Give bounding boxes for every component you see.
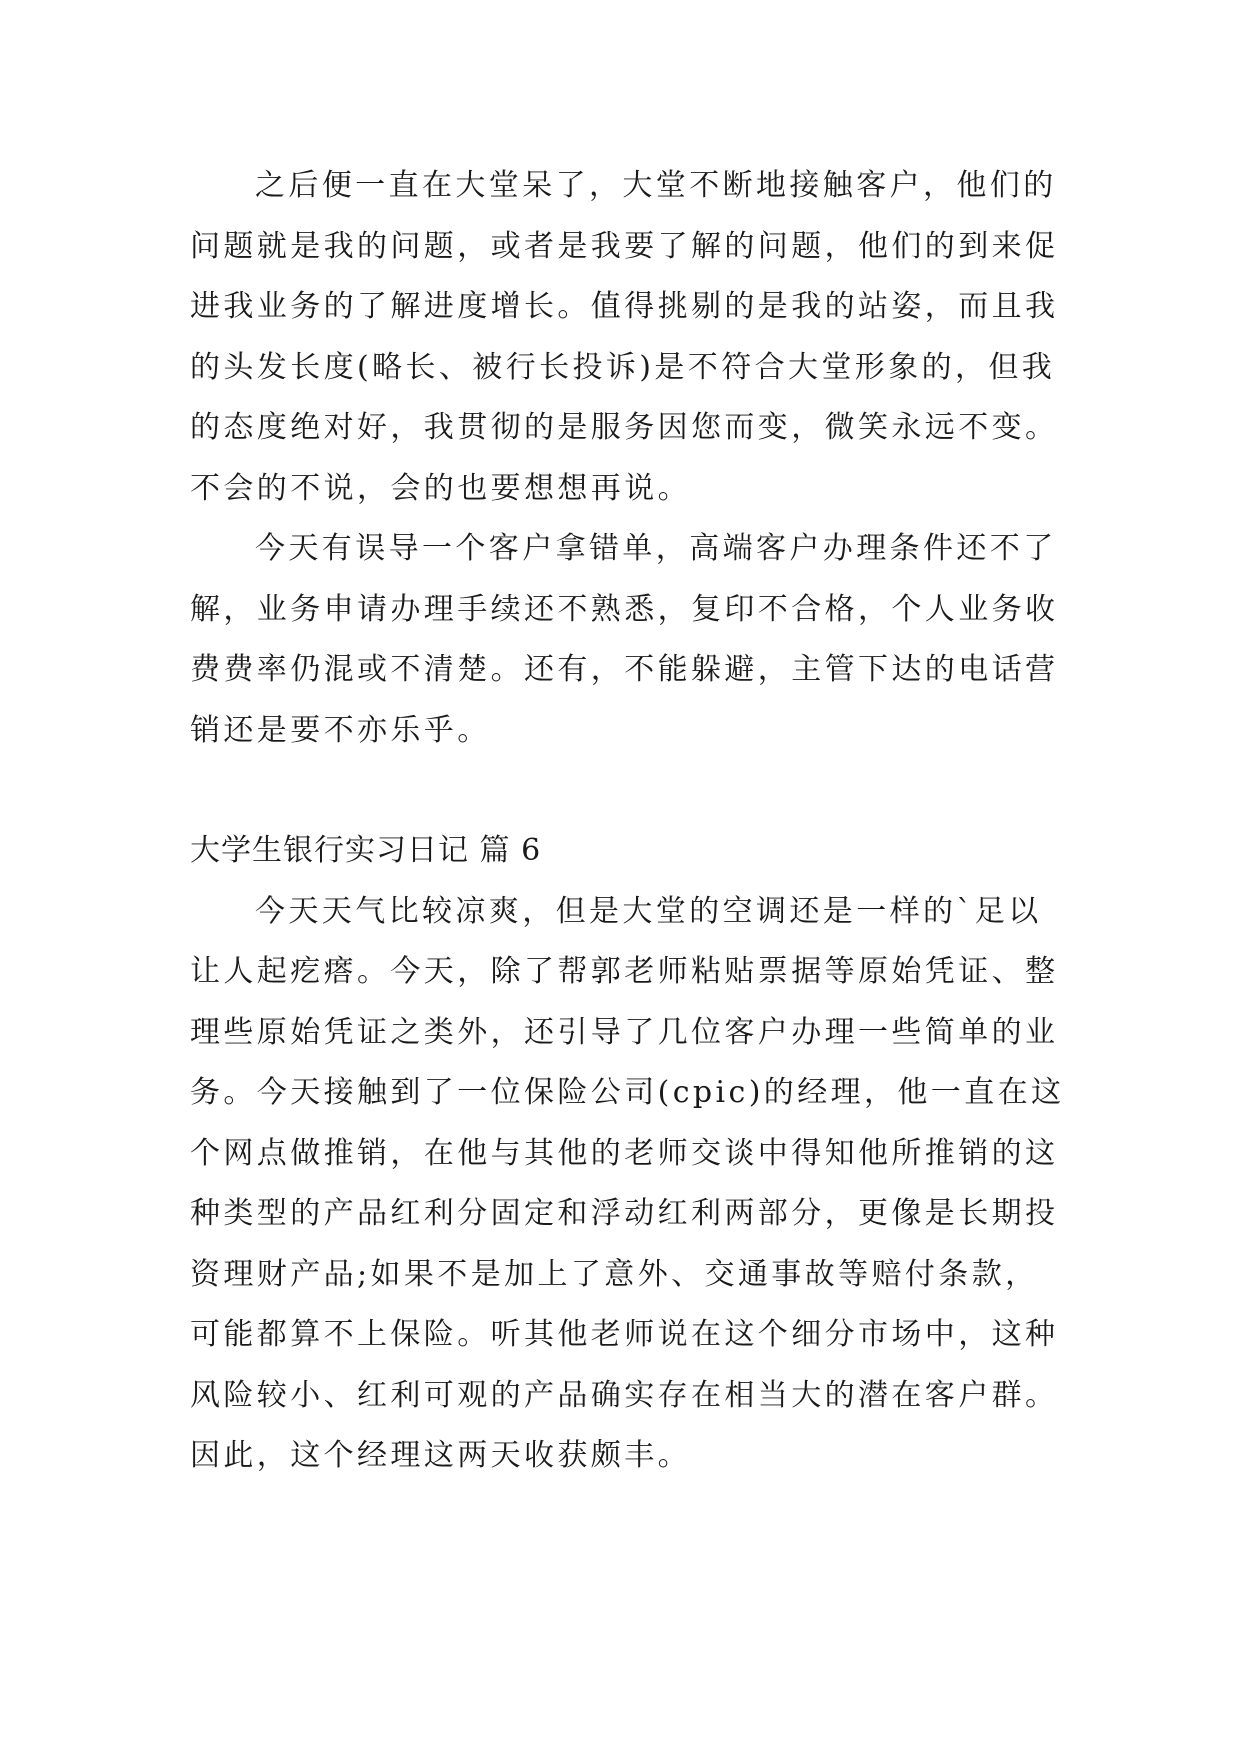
text-line: 理些原始凭证之类外，还引导了几位客户办理一些简单的业 <box>190 1014 1059 1050</box>
text-line: 进我业务的了解进度增长。值得挑剔的是我的站姿，而且我 <box>190 289 1059 324</box>
text-line: 问题就是我的问题，或者是我要了解的问题，他们的到来促 <box>190 228 1059 264</box>
text-line: 之后便一直在大堂呆了，大堂不断地接触客户，他们的 <box>255 168 1057 203</box>
text-line: 的头发长度(略长、被行长投诉)是不符合大堂形象的，但我 <box>190 349 1056 385</box>
paragraph <box>190 519 1060 761</box>
text-line: 不会的不说，会的也要想想再说。 <box>190 470 691 506</box>
text-line: 解，业务申请办理手续还不熟悉，复印不合格，个人业务收 <box>190 591 1059 627</box>
paragraph <box>190 882 1065 1487</box>
text-line: 个网点做推销，在他与其他的老师交谈中得知他所推销的这 <box>190 1135 1059 1171</box>
text-line: 今天有误导一个客户拿错单，高端客户办理条件还不了 <box>255 531 1057 566</box>
text-line: 因此，这个经理这两天收获颇丰。 <box>190 1438 691 1473</box>
text-line: 费费率仍混或不清楚。还有，不能躲避，主管下达的电话营 <box>190 652 1059 687</box>
paragraph <box>190 156 1060 519</box>
text-line: 务。今天接触到了一位保险公司(cpic)的经理，他一直在这 <box>190 1075 1065 1110</box>
text-line: 风险较小、红利可观的产品确实存在相当大的潜在客户群。 <box>190 1377 1059 1413</box>
text-line: 种类型的产品红利分固定和浮动红利两部分，更像是长期投 <box>190 1196 1059 1231</box>
text-line: 让人起疙瘩。今天，除了帮郭老师粘贴票据等原始凭证、整 <box>190 954 1059 989</box>
text-line: 销还是要不亦乐乎。 <box>190 712 491 748</box>
text-line: 今天天气比较凉爽，但是大堂的空调还是一样的`足以 <box>255 893 1042 929</box>
text-line: 资理财产品;如果不是加上了意外、交通事故等赔付条款， <box>190 1256 1039 1292</box>
document-body <box>190 156 1065 1487</box>
text-line: 可能都算不上保险。听其他老师说在这个细分市场中，这种 <box>190 1317 1059 1352</box>
text-line: 的态度绝对好，我贯彻的是服务因您而变，微笑永远不变。 <box>190 410 1059 445</box>
section-spacer <box>190 761 1060 821</box>
section-heading: 大学生银行实习日记 篇 6 <box>190 833 542 868</box>
